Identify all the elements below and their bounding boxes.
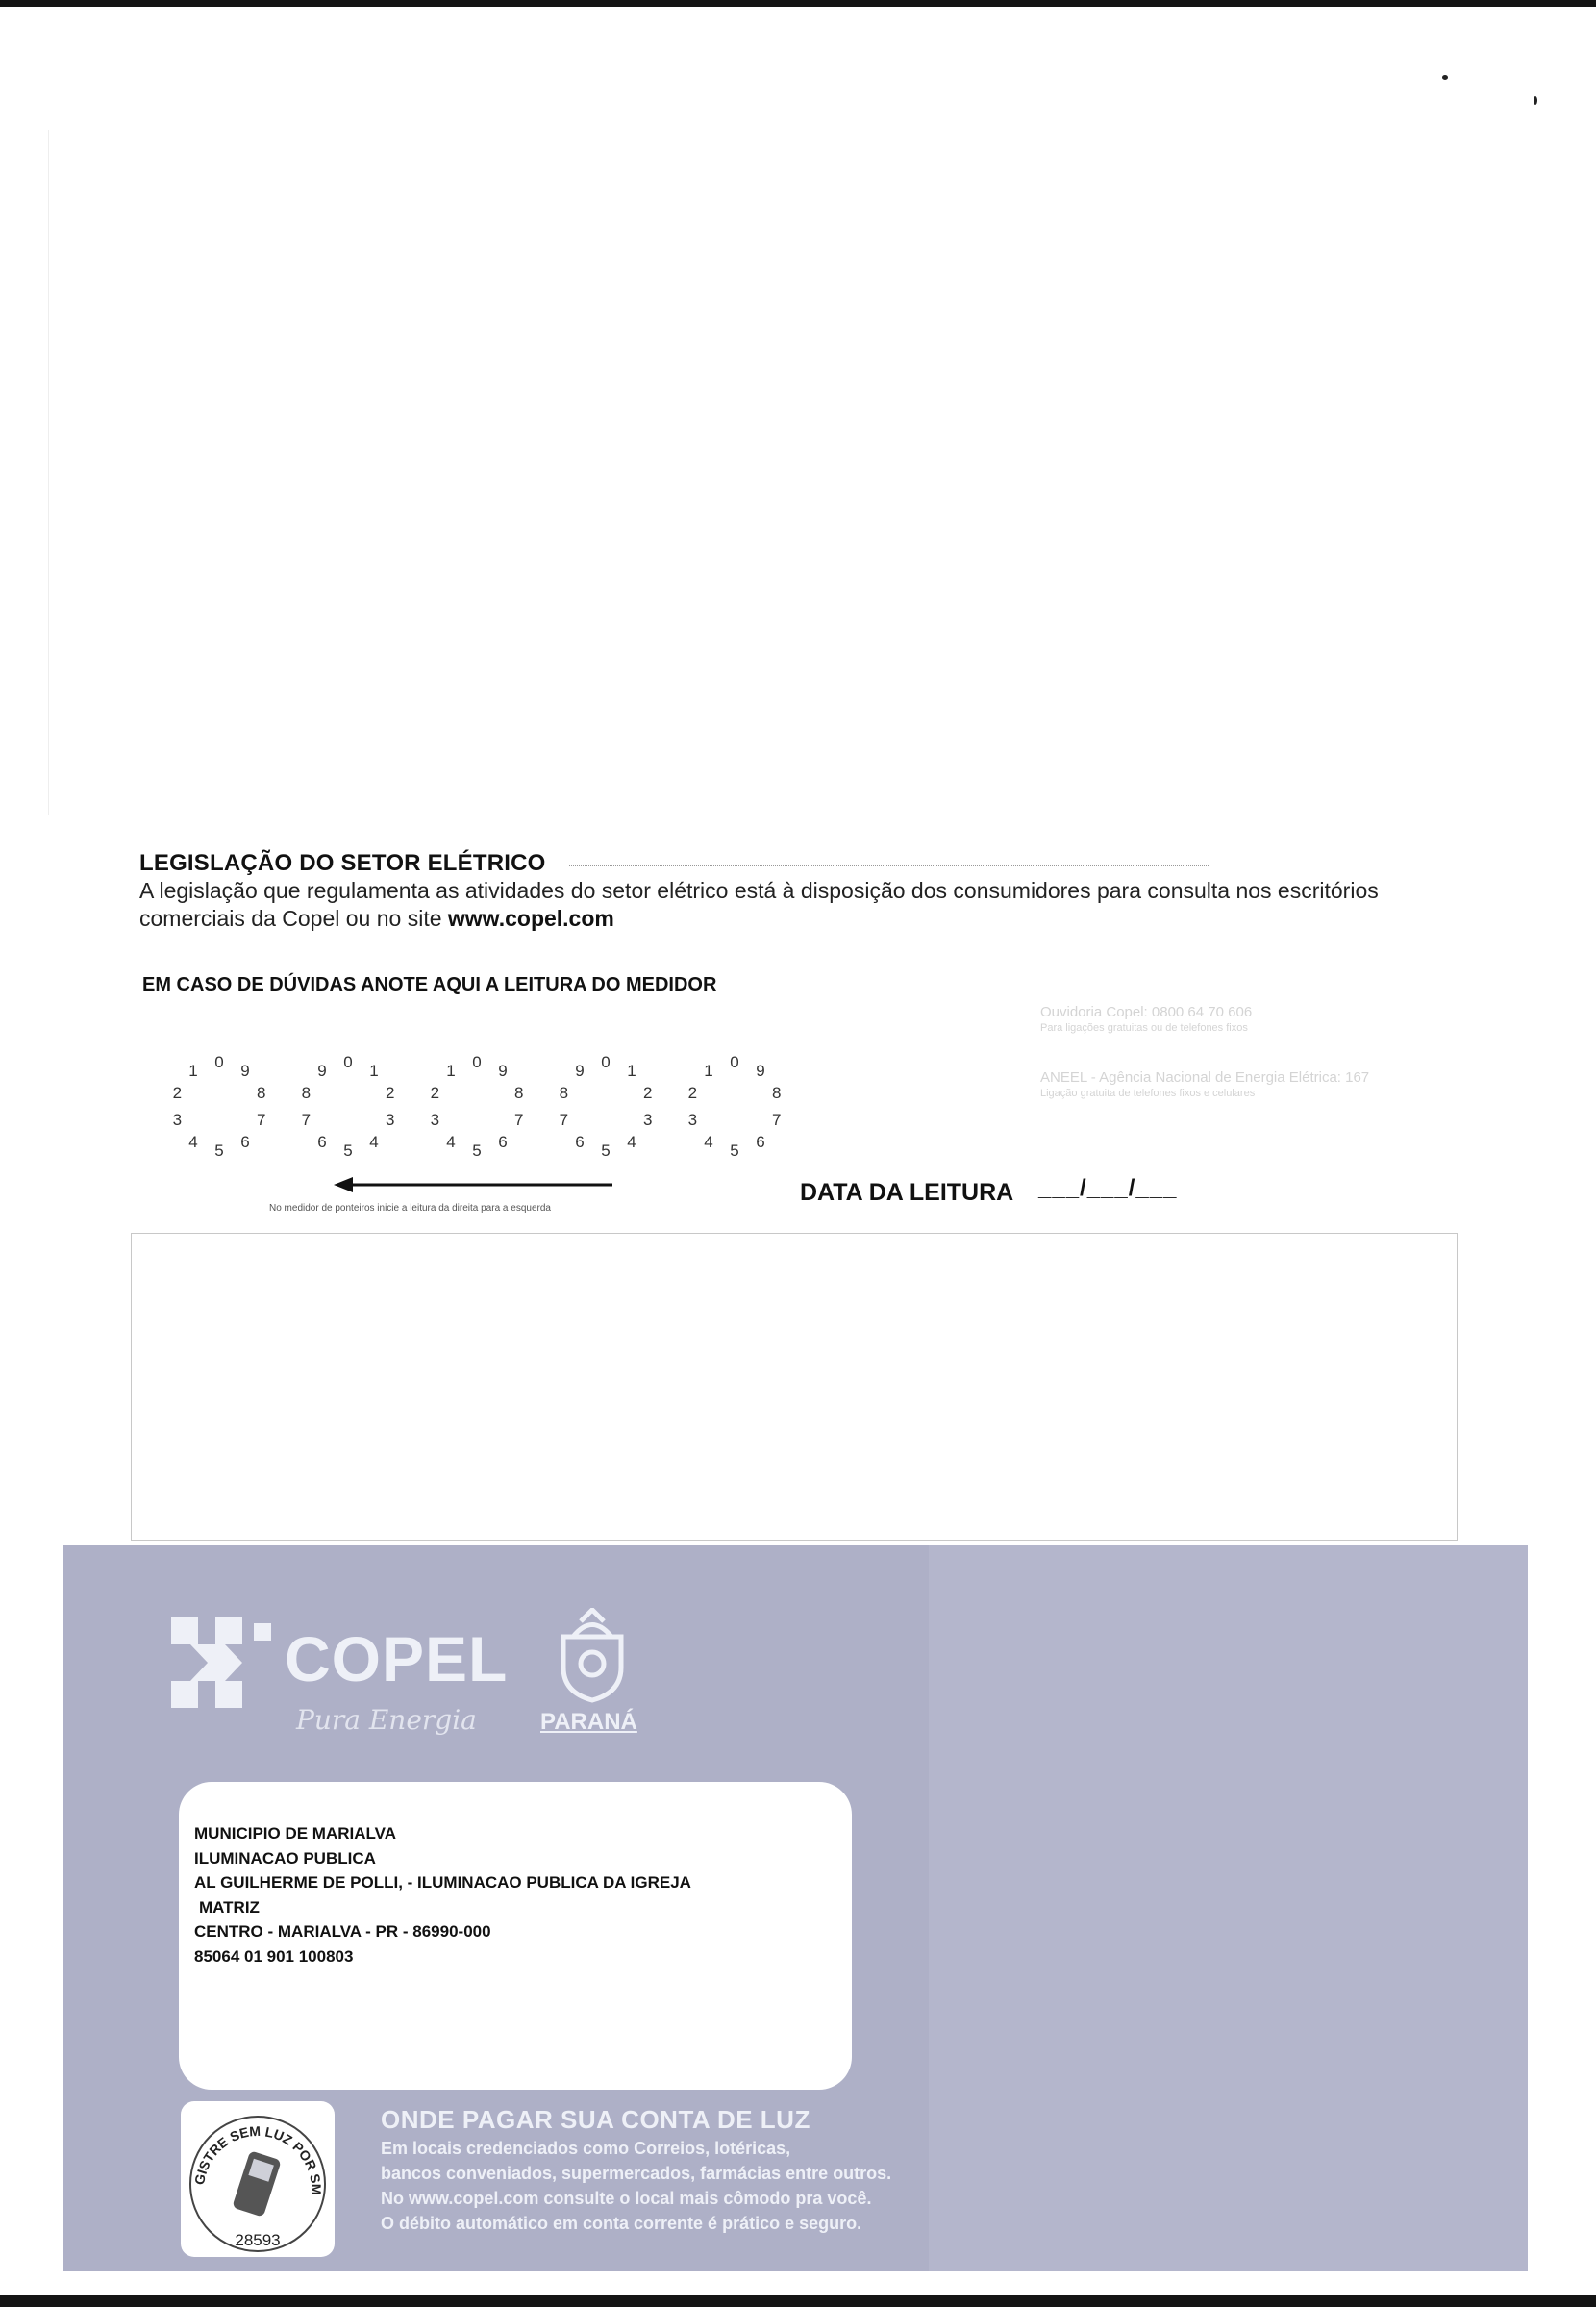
dial-digit: 8	[256, 1083, 266, 1102]
envelope-panel	[63, 1545, 1528, 2271]
payment-info-line: O débito automático em conta corrente é prático e seguro.	[381, 2214, 862, 2233]
meter-reading-title: EM CASO DE DÚVIDAS ANOTE AQUI A LEITURA DO MEDIDOR	[142, 974, 717, 995]
meter-dials	[163, 1034, 817, 1178]
recipient-address	[194, 1821, 691, 1968]
address-line: CENTRO - MARIALVA - PR - 86990-000	[194, 1922, 491, 1941]
dial-digit: 7	[513, 1111, 524, 1130]
dial-digit: 0	[730, 1053, 739, 1071]
address-line: AL GUILHERME DE POLLI, - ILUMINACAO PUBLICA DA IGREJA	[194, 1873, 691, 1892]
sms-badge-text: GISTRE SEM LUZ POR SM	[191, 2122, 325, 2195]
dial-digit: 5	[343, 1141, 353, 1160]
dial-digit: 9	[317, 1061, 327, 1080]
parana-logo-text: PARANÁ	[540, 1709, 637, 1735]
aneel-title: ANEEL - Agência Nacional de Energia Elétrica: 167	[1040, 1069, 1370, 1086]
copel-logo-icon	[171, 1617, 277, 1714]
dial-digit: 9	[575, 1061, 585, 1080]
meter-dial	[302, 1053, 395, 1160]
legislation-body: A legislação que regulamenta as atividades do setor elétrico está à disposição dos consumidores para consulta nos escritórios comerciais da Copel ou no site	[139, 878, 1379, 931]
dial-digit: 7	[559, 1111, 569, 1130]
reading-date-blanks: ___/___/___	[1038, 1175, 1178, 1201]
sms-outage-badge	[181, 2101, 335, 2257]
address-line: 85064 01 901 100803	[194, 1946, 354, 1966]
reading-direction-arrow	[332, 1175, 620, 1194]
dial-digit: 1	[446, 1061, 456, 1080]
sms-number: 28593	[235, 2231, 281, 2249]
ouvidoria-contact	[1040, 1004, 1502, 1037]
dial-digit: 8	[301, 1083, 312, 1102]
dial-digit: 9	[498, 1061, 508, 1080]
dial-digit: 7	[771, 1111, 782, 1130]
dial-digit: 2	[385, 1083, 395, 1102]
meter-dial	[173, 1053, 266, 1160]
meter-dial	[688, 1053, 782, 1160]
payment-info	[381, 2103, 891, 2236]
dial-digit: 0	[214, 1053, 224, 1071]
dial-digit: 1	[627, 1061, 636, 1080]
dial-digit: 6	[498, 1133, 508, 1152]
address-line: MUNICIPIO DE MARIALVA	[194, 1824, 396, 1843]
dial-digit: 5	[214, 1141, 224, 1160]
dial-digit: 6	[756, 1133, 765, 1152]
address-line: ILUMINACAO PUBLICA	[194, 1848, 376, 1868]
copel-site-link[interactable]: www.copel.com	[447, 906, 614, 931]
dial-digit: 3	[172, 1111, 183, 1130]
meter-reading-note: No medidor de ponteiros inicie a leitura da direita para a esquerda	[269, 1203, 551, 1214]
dial-digit: 2	[687, 1083, 698, 1102]
dial-digit: 5	[472, 1141, 482, 1160]
aneel-contact	[1040, 1069, 1502, 1102]
dial-digit: 3	[687, 1111, 698, 1130]
payment-info-line: Em locais credenciados como Correios, lotéricas,	[381, 2139, 791, 2158]
dial-digit: 1	[704, 1061, 713, 1080]
dial-digit: 2	[642, 1083, 653, 1102]
reading-date-label: DATA DA LEITURA	[800, 1179, 1014, 1206]
dial-digit: 9	[240, 1061, 250, 1080]
dial-digit: 3	[642, 1111, 653, 1130]
dial-digit: 0	[601, 1053, 611, 1071]
dial-digit: 0	[472, 1053, 482, 1071]
dial-digit: 3	[430, 1111, 440, 1130]
dial-digit: 6	[317, 1133, 327, 1152]
dial-digit: 4	[704, 1133, 713, 1152]
dial-digit: 3	[385, 1111, 395, 1130]
aneel-subtitle: Ligação gratuita de telefones fixos e celulares	[1040, 1088, 1256, 1099]
copel-slogan: Pura Energia	[296, 1704, 477, 1736]
envelope-right-panel	[929, 1545, 1528, 2271]
scan-bottom-border	[0, 2295, 1596, 2307]
dial-digit: 7	[301, 1111, 312, 1130]
dial-digit: 6	[575, 1133, 585, 1152]
dial-digit: 1	[369, 1061, 379, 1080]
phone-icon	[232, 2150, 281, 2217]
dial-digit: 6	[240, 1133, 250, 1152]
sms-badge-graphic	[181, 2101, 335, 2257]
parana-coat-of-arms-icon	[544, 1608, 640, 1704]
notes-box	[131, 1233, 1458, 1541]
dial-digit: 4	[188, 1133, 198, 1152]
dial-digit: 7	[256, 1111, 266, 1130]
dial-digit: 2	[172, 1083, 183, 1102]
payment-info-line: bancos conveniados, supermercados, farmácias entre outros.	[381, 2164, 892, 2183]
ouvidoria-title: Ouvidoria Copel: 0800 64 70 606	[1040, 1004, 1253, 1020]
dial-digit: 8	[559, 1083, 569, 1102]
dial-digit: 5	[730, 1141, 739, 1160]
dial-digit: 2	[430, 1083, 440, 1102]
blank-panel	[48, 130, 1549, 815]
legislation-text	[139, 877, 1437, 933]
legislation-title: LEGISLAÇÃO DO SETOR ELÉTRICO	[139, 850, 546, 876]
scan-speck	[1442, 75, 1448, 80]
dial-digit: 9	[756, 1061, 765, 1080]
dial-digit: 8	[513, 1083, 524, 1102]
scan-top-border	[0, 0, 1596, 7]
address-line: MATRIZ	[199, 1897, 260, 1917]
dial-digit: 4	[446, 1133, 456, 1152]
meter-dial	[431, 1053, 524, 1160]
dial-digit: 4	[369, 1133, 379, 1152]
title-rule	[569, 865, 1209, 866]
ouvidoria-subtitle: Para ligações gratuitas ou de telefones fixos	[1040, 1022, 1248, 1034]
payment-info-title: ONDE PAGAR SUA CONTA DE LUZ	[381, 2105, 810, 2134]
payment-info-line: No www.copel.com consulte o local mais cômodo pra você.	[381, 2189, 872, 2208]
dial-digit: 0	[343, 1053, 353, 1071]
copel-brand: COPEL	[285, 1623, 509, 1694]
dial-digit: 4	[627, 1133, 636, 1152]
scan-speck	[1534, 96, 1537, 105]
dial-digit: 8	[771, 1083, 782, 1102]
meter-dial	[560, 1053, 653, 1160]
dial-digit: 1	[188, 1061, 198, 1080]
dial-digit: 5	[601, 1141, 611, 1160]
